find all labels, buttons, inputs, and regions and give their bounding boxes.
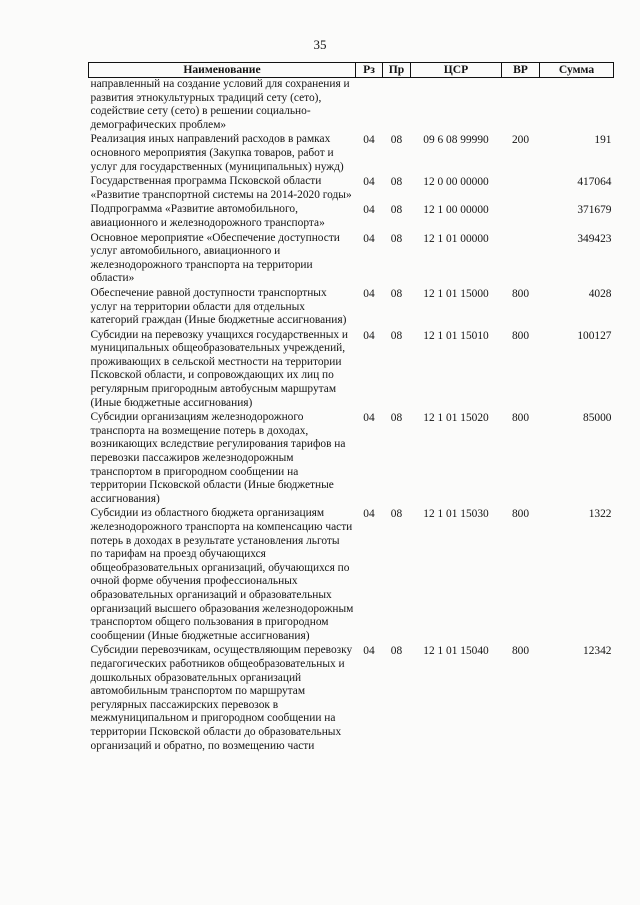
row-sum: 1322 [588, 508, 612, 521]
row-rz [356, 78, 383, 134]
row-sum: 12342 [583, 645, 612, 658]
row-pr: 08 [390, 508, 403, 521]
header-rz: Рз [356, 63, 383, 78]
row-vr: 800 [511, 412, 530, 425]
table-row [89, 232, 614, 287]
table-row [89, 175, 614, 203]
row-pr [383, 78, 411, 134]
row-pr: 08 [390, 412, 403, 425]
row-vr [502, 78, 540, 134]
row-vr: 800 [511, 287, 530, 300]
row-vr: 800 [511, 645, 530, 658]
row-name: Субсидии организациям железнодорожного транспорта на возмещение потерь в доходах, возникающих вследствие регулирования тарифов на перевозки пассажиров железнодорожным транспортом в пригородном сообщении на территории Псковской области (Иные бюджетные ассигнования) [90, 411, 346, 505]
row-name: Подпрограмма «Развитие автомобильного, авиационного и железнодорожного транспорта» [90, 203, 325, 229]
row-name: Субсидии из областного бюджета организациям железнодорожного транспорта на компенсацию части потерь в доходах в результате установления льготы по тарифам на проезд обучающихся общеобразовательных организаций, обучающихся по очной форме обучения профессиональных образовательных организаций и образовательных организаций высшего образования железнодорожным транспортом общего пользования в пригородном сообщении (Иные бюджетные ассигнования) [90, 507, 354, 642]
header-pr: Пр [383, 63, 411, 78]
row-name: Основное мероприятие «Обеспечение доступности услуг автомобильного, авиационного и железнодорожного транспорта на территории области» [90, 231, 340, 285]
row-rz: 04 [363, 508, 375, 521]
row-pr: 08 [390, 204, 403, 217]
row-rz: 04 [363, 134, 375, 147]
row-csr: 12 1 00 00000 [423, 204, 489, 217]
row-sum [540, 78, 614, 134]
header-vr: ВР [502, 63, 540, 78]
row-vr: 800 [511, 329, 530, 342]
row-sum: 371679 [577, 204, 612, 217]
row-rz: 04 [363, 329, 375, 342]
row-vr [502, 203, 540, 231]
row-sum: 191 [594, 134, 612, 147]
row-vr [502, 232, 540, 287]
row-rz: 04 [363, 204, 375, 217]
row-name: Государственная программа Псковской области «Развитие транспортной системы на 2014-2020 годы» [90, 175, 352, 201]
header-csr: ЦСР [411, 63, 502, 78]
row-name: Субсидии на перевозку учащихся государственных и муниципальных общеобразовательных учреждений, проживающих в сельской местности на территории Псковской области, и сопровождающих их лиц по регулярным пригородным автобусным маршрутам (Иные бюджетные ассигнования) [90, 328, 348, 409]
row-rz: 04 [363, 176, 375, 189]
table-row [89, 507, 614, 644]
row-csr: 12 0 00 00000 [423, 176, 489, 189]
page-number: 35 [313, 37, 327, 52]
table-row [89, 411, 614, 507]
row-pr: 08 [390, 176, 403, 189]
row-pr: 08 [390, 645, 403, 658]
row-rz: 04 [363, 287, 375, 300]
row-name: Обеспечение равной доступности транспортных услуг на территории области для отдельных категорий граждан (Иные бюджетные ассигнования) [90, 286, 347, 327]
row-rz: 04 [363, 232, 375, 245]
row-vr: 800 [511, 508, 530, 521]
row-csr: 12 1 01 15000 [423, 287, 489, 300]
row-sum: 4028 [588, 287, 612, 300]
row-vr: 200 [511, 134, 530, 147]
row-csr: 12 1 01 00000 [423, 232, 489, 245]
row-pr: 08 [390, 134, 403, 147]
row-name: Субсидии перевозчикам, осуществляющим перевозку педагогических работников общеобразовательных и дошкольных образовательных организаций автомобильным транспортом по маршрутам регулярных пассажирских перевозок в межмуниципальном и пригородном сообщении на территории Псковской области до образовательных организаций и обратно, по возмещению части [90, 644, 353, 752]
row-csr: 09 6 08 99990 [423, 134, 489, 147]
table-row [89, 287, 614, 329]
row-sum: 85000 [583, 412, 612, 425]
header-sum: Сумма [540, 63, 614, 78]
table-row [89, 329, 614, 412]
row-csr: 12 1 01 15040 [423, 645, 489, 658]
row-rz: 04 [363, 645, 375, 658]
table-row [89, 133, 614, 175]
row-rz: 04 [363, 412, 375, 425]
row-name: направленный на создание условий для сохранения и развития этнокультурных традиций сету (сето), содействие сету (сето) в решении социально-демографических проблем» [90, 78, 350, 131]
row-vr [502, 175, 540, 203]
row-sum: 417064 [577, 176, 612, 189]
row-name: Реализация иных направлений расходов в рамках основного мероприятия (Закупка товаров, работ и услуг для государственных (муниципальных) нужд) [90, 133, 344, 173]
row-pr: 08 [390, 232, 403, 245]
header-name: Наименование [89, 63, 356, 78]
budget-table [88, 62, 614, 754]
row-csr: 12 1 01 15020 [423, 412, 489, 425]
row-pr: 08 [390, 287, 403, 300]
header-row [89, 63, 614, 78]
row-sum: 349423 [577, 232, 612, 245]
table-row [89, 644, 614, 754]
table-row [89, 203, 614, 231]
row-sum: 100127 [577, 329, 612, 342]
row-csr: 12 1 01 15010 [423, 329, 489, 342]
row-csr: 12 1 01 15030 [423, 508, 489, 521]
table-header [89, 63, 614, 78]
row-csr [411, 78, 502, 134]
table-body [89, 78, 614, 755]
row-pr: 08 [390, 329, 403, 342]
table-row [89, 78, 614, 134]
